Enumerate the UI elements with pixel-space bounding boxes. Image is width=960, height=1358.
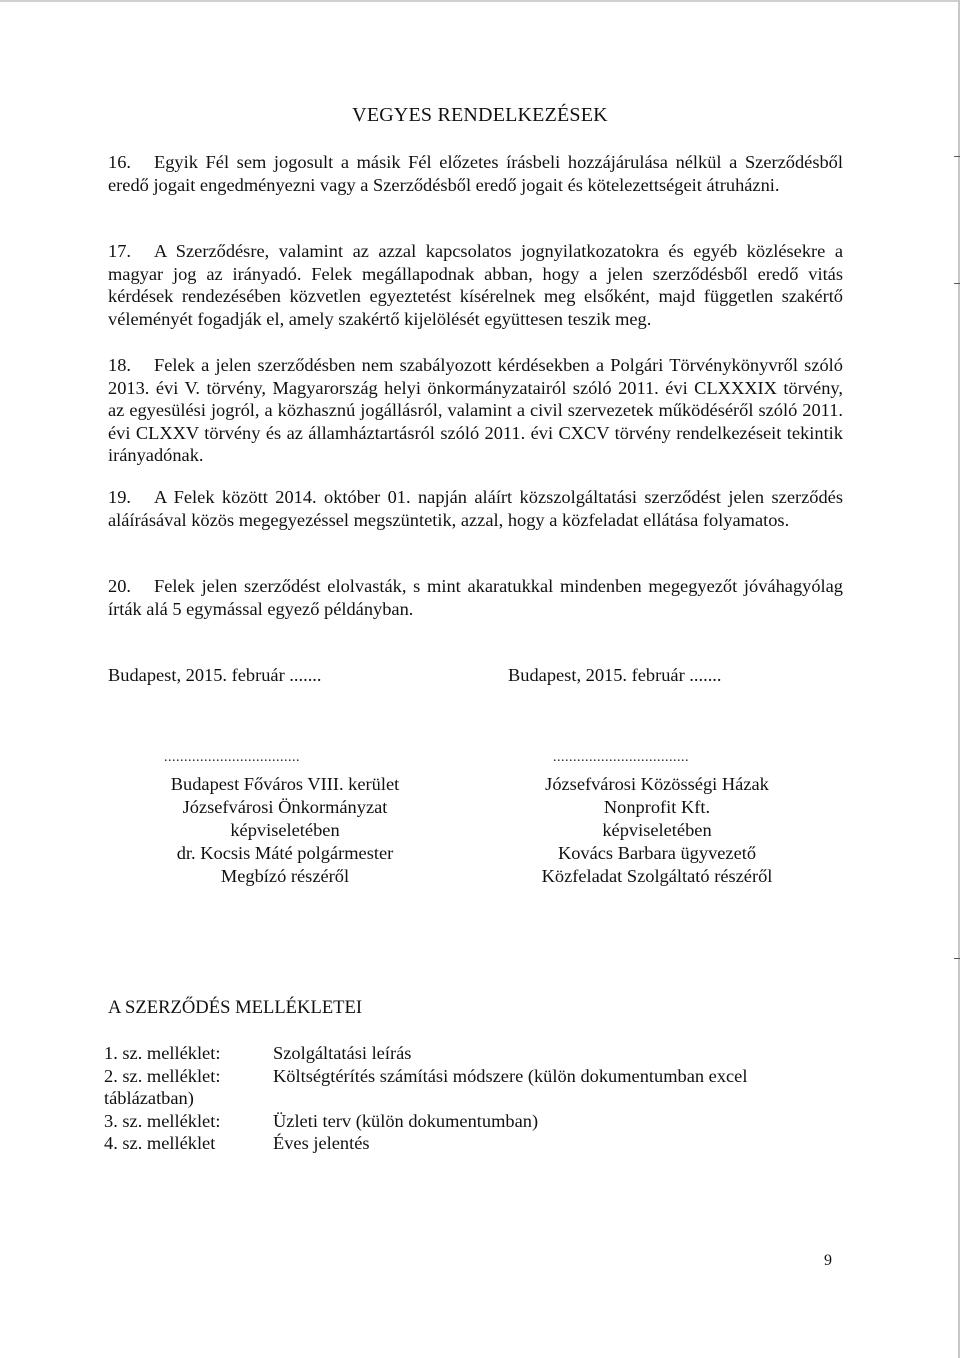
paragraph-text: Felek jelen szerződést elolvasták, s mint akaratukkal mindenben megegyezőt jóváhagyólag írták alá 5 egymással egyező példányban. [108,576,843,619]
signatory-line: képviseletében [230,820,340,840]
paragraph-text: A Felek között 2014. október 01. napján aláírt közszolgáltatási szerződést jelen szerződés aláírásával közös megegyezéssel megszüntetik, azzal, hogy a közfeladat ellátása folyamatos. [108,487,843,530]
paragraph-16 [108,151,843,196]
left-signature-line: .................................. [164,750,300,765]
signatory-line: Közfeladat Szolgáltató részéről [541,866,773,886]
signatory-line: Budapest Főváros VIII. kerület [170,774,400,794]
right-signature-line: .................................. [553,750,689,765]
annex-key: 2. sz. melléklet: [104,1066,221,1086]
margin-tick [954,958,960,959]
annexes-title: A SZERZŐDÉS MELLÉKLETEI [108,997,363,1018]
paragraph-text: Egyik Fél sem jogosult a másik Fél előzetes írásbeli hozzájárulása nélkül a Szerződésből eredő jogait engedményezni vagy a Szerződésből eredő jogait és kötelezettségeit átruházni. [108,152,843,195]
left-signatory-block [125,773,445,888]
signatory-line: Józsefvárosi Közösségi Házak [545,774,769,794]
annex-value: Üzleti terv (külön dokumentumban) [273,1111,539,1131]
paragraph-text: Felek a jelen szerződésben nem szabályozott kérdésekben a Polgári Törvénykönyvről szóló 2013. évi V. törvény, Magyarország helyi önkormányzatairól szóló 2011. évi CLXXXIX törvény, az egyesülési jogról, a közhasznú jogállásról, valamint a civil szervezetek működéséről szóló 2011. évi CLXXV törvény és az államháztartásról szóló 2011. évi CXCV törvény rendelkezéseit tekintik irányadónak. [108,355,843,466]
paragraph-number: 18. [108,355,131,375]
page-number: 9 [824,1252,832,1269]
annex-value: Költségtérítés számítási módszere (külön dokumentumban excel [273,1066,748,1086]
paragraph-18 [108,354,843,467]
paragraph-number: 19. [108,487,131,507]
paragraph-number: 17. [108,241,131,261]
paragraph-19 [108,486,843,531]
signatory-line: dr. Kocsis Máté polgármester [176,843,394,863]
paragraph-text: A Szerződésre, valamint az azzal kapcsolatos jognyilatkozatokra és egyéb közlésekre a magyar jog az irányadó. Felek megállapodnak abban, hogy a jelen szerződésből eredő vitás kérdések rendezésében közvetlen egyeztetést kísérelnek meg elsőként, majd független szakértő véleményét fogadják el, amely szakértő kijelölését együttesen teszik meg. [108,241,843,329]
signatory-line: Kovács Barbara ügyvezető [557,843,757,863]
section-title: VEGYES RENDELKEZÉSEK [352,104,608,126]
signatory-line: képviseletében [602,820,712,840]
annex-key: 3. sz. melléklet: [104,1111,221,1131]
signatory-line: Megbízó részéről [220,866,350,886]
scan-edge-top [0,0,960,2]
annex-key: táblázatban) [104,1088,194,1108]
right-signatory-block [497,773,817,888]
signatory-line: Józsefvárosi Önkormányzat [182,797,388,817]
signatory-line: Nonprofit Kft. [603,797,711,817]
paragraph-number: 20. [108,576,131,596]
annex-value: Éves jelentés [273,1133,370,1153]
left-place-date: Budapest, 2015. február ....... [108,665,322,685]
paragraph-20 [108,575,843,620]
paragraph-17 [108,240,843,330]
margin-tick [954,156,960,157]
annex-value: Szolgáltatási leírás [273,1043,412,1063]
margin-tick [954,283,960,284]
annex-key: 4. sz. melléklet [104,1133,216,1153]
annex-key: 1. sz. melléklet: [104,1043,221,1063]
right-place-date: Budapest, 2015. február ....... [508,665,722,685]
paragraph-number: 16. [108,152,131,172]
